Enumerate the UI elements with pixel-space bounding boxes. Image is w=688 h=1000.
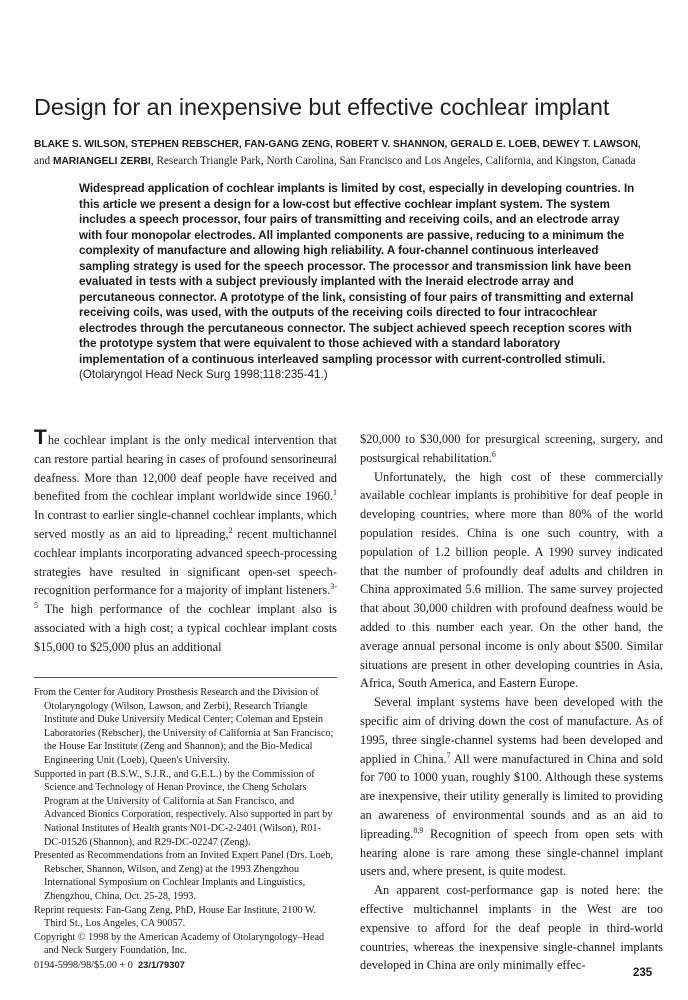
body-paragraph (34, 426, 337, 657)
reference-mark: 7 (446, 750, 451, 760)
body-paragraph (360, 693, 663, 881)
article-code: 23/1/79307 (137, 958, 185, 970)
reference-mark: 1 (333, 488, 337, 498)
author-line (34, 136, 658, 170)
reference-mark: 2 (228, 525, 233, 535)
page-number: 235 (633, 967, 653, 979)
author-conjunction: and (34, 155, 53, 167)
abstract (79, 181, 645, 383)
body-paragraph (360, 430, 663, 468)
abstract-text: Widespread application of cochlear implants is limited by cost, especially in developing countries. In this article we present a design for a low-cost but effective cochlear implant system. The system includes a speech processor, four pairs of transmitting and receiving coils, and an electrode array with four monopolar electrodes. All implanted components are passive, reducing to a minimum the complexity of manufacture and allowing high reliability. A four-channel continuous interleaved sampling strategy is used for the speech processor. The processor and transmission link have been evaluated in tests with a subject previously implanted with the Ineraid electrode array and percutaneous connector. A prototype of the link, consisting of four pairs of transmitting and external receiving coils, was used, with the outputs of the receiving coils directed to four intracochlear electrodes through the percutaneous connector. The subject achieved speech reception scores with the prototype system that were equivalent to those achieved with a standard laboratory implementation of a continuous interleaved sampling processor with current-controlled stimuli. (79, 182, 635, 366)
abstract-citation: (Otolaryngol Head Neck Surg 1998;118:235-41.) (79, 368, 328, 381)
body-column-left (34, 426, 337, 657)
body-text: Several implant systems have been developed with the specific aim of driving down the cost of manufacture. As of 1995, three single-channel systems had been developed and applied in China. (360, 695, 663, 766)
footnotes (34, 686, 337, 972)
footnote-affiliations: From the Center for Auditory Prosthesis Research and the Division of Otolaryngology (Wilson, Lawson, and Zerbi), Research Triangle Institute and Duke University Medical Center; Coleman and Epstein Laboratories (Rebscher), the University of California at San Francisco; the House Ear Institute (Zeng and Shannon); and the Bio-Medical Engineering Unit (Loeb), Queen's University. (34, 687, 334, 766)
body-text: Recognition of speech from open sets with hearing alone is rare among these single-channel implant users and, where present, is quite modest. (360, 826, 663, 879)
body-text: $20,000 to $30,000 for presurgical screening, surgery, and postsurgical rehabilitation. (360, 432, 663, 465)
footnote-presented: Presented as Recommendations from an Invited Expert Panel (Drs. Loeb, Rebscher, Shannon, Wilson, and Zeng) at the 1993 Zhengzhou International Symposium on Cochlear Implants and Linguistics, Zhengzhou, China, Oct. 25-28, 1993. (34, 850, 334, 902)
article-title: Design for an inexpensive but effective cochlear implant (34, 94, 610, 120)
body-text: In contrast to earlier single-channel cochlear implants, which served mostly as an aid to lipreading, (34, 508, 337, 541)
author-last-name: MARIANGELI ZERBI (52, 156, 151, 167)
reference-mark: 3-5 (34, 582, 337, 611)
body-text: The high performance of the cochlear implant also is associated with a high cost; a typical cochlear implant costs $15,000 to $25,000 plus an additional (34, 602, 337, 654)
footnote-divider (34, 677, 337, 678)
body-paragraph: An apparent cost-performance gap is noted here: the effective multichannel implants in the West are too expensive to afford for the deaf people in third-world countries, whereas the inexpensive single-channel implants developed in China are only minimally effec- (360, 883, 663, 973)
body-text: he cochlear implant is the only medical intervention that can restore partial hearing in cases of profound sensorineural deafness. More than 12,000 deaf people have received and benefited from the cochlear implant worldwide since 1960. (34, 433, 337, 504)
footnote-copyright: Copyright © 1998 by the American Academy of Otolaryngology–Head and Neck Surgery Foundation, Inc. (34, 931, 325, 957)
author-affiliation: , Research Triangle Park, North Carolina, San Francisco and Los Angeles, California, and Kingston, Canada (150, 155, 636, 167)
footnote-issn (34, 958, 337, 973)
body-column-right (360, 430, 663, 975)
footnote-support: Supported in part (B.S.W., S.J.R., and G.E.L.) by the Commission of Science and Technology of Henan Province, the Cheng Scholars Program at the University of California at San Francisco, and Advanced Bionics Corporation, respectively. Also supported in part by National Institutes of Health grants N01-DC-2-2401 (Wilson), R01-DC-01526 (Shannon), and R29-DC-02247 (Zeng). (34, 768, 333, 848)
body-text: recent multichannel cochlear implants incorporating advanced speech-processing strategies have resulted in significant open-set speech-recognition performance for a majority of implant listeners. (34, 526, 337, 598)
drop-cap: T (34, 426, 47, 449)
reference-mark: 6 (491, 449, 496, 459)
reference-mark: 8,9 (413, 825, 424, 835)
author-names: BLAKE S. WILSON, STEPHEN REBSCHER, FAN-GANG ZENG, ROBERT V. SHANNON, GERALD E. LOEB, DEWEY T. LAWSON, (34, 139, 641, 150)
footnote-reprint: Reprint requests: Fan-Gang Zeng, PhD, House Ear Institute, 2100 W. Third St., Los Angeles, CA 90057. (34, 904, 317, 930)
body-paragraph: Unfortunately, the high cost of these commercially available cochlear implants is prohibitive for deaf people in developing countries, where more than 80% of the world population resides. China is one such country, with a population of 1.2 billion people. A 1990 survey indicated that the number of profoundly deaf adults and children in China approximated 5.6 million. The same survey projected that about 30,000 children with profound deafness would be added to this number each year. On the other hand, the average annual personal income is only about $500. Similar situations are present in other developing countries in Asia, Africa, South America, and Eastern Europe. (360, 469, 663, 691)
issn-text: 0194-5998/98/$5.00 + 0 (34, 959, 133, 971)
body-text: All were manufactured in China and sold for 700 to 1000 yuan, roughly $100. Although these systems are inexpensive, their utility generally is limited to providing an awareness of environmental sounds and as an aid to lipreading. (360, 751, 663, 841)
